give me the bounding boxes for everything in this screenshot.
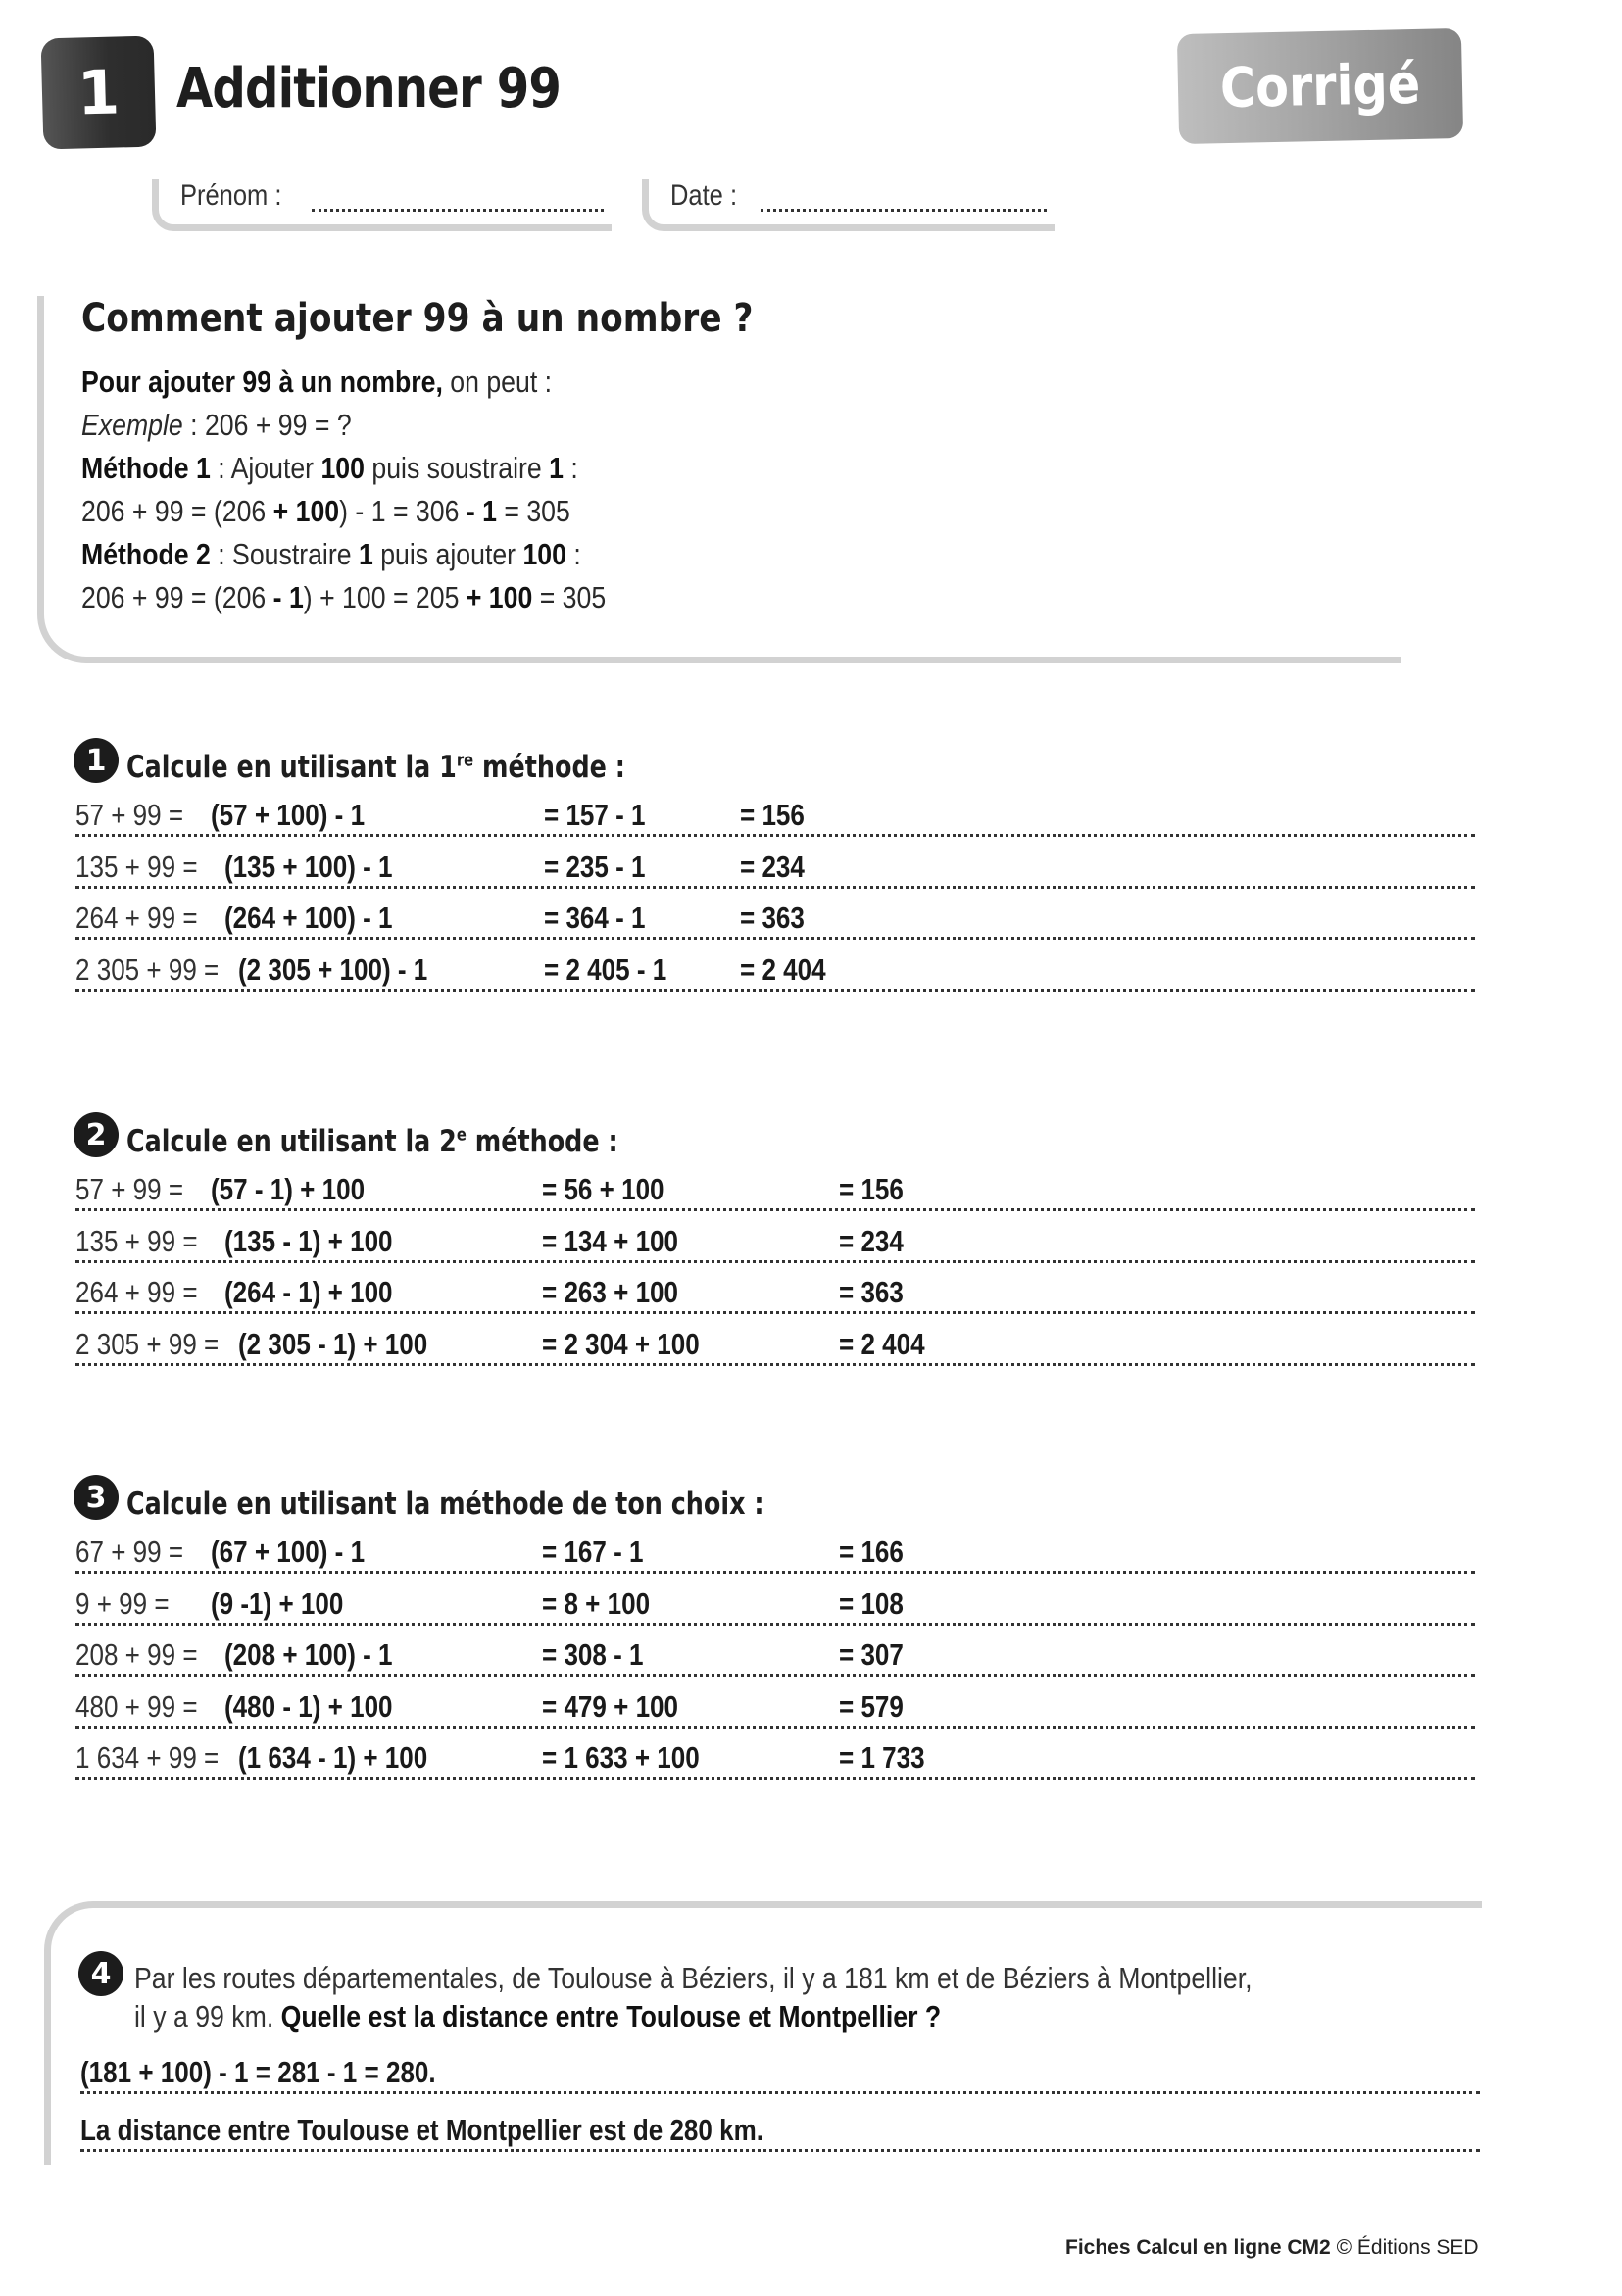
calc-row[interactable] — [75, 1636, 1475, 1679]
calc-row[interactable] — [75, 1325, 1475, 1368]
calc-expression: 2 305 + 99 = — [75, 953, 222, 988]
exercise-header — [74, 1117, 726, 1159]
answer-dotted-line — [75, 1208, 1475, 1211]
answer-step-1: (135 - 1) + 100 — [224, 1223, 393, 1258]
lesson-box — [37, 296, 1401, 663]
answer-step-1: (208 + 100) - 1 — [224, 1637, 393, 1672]
calc-expression: 57 + 99 = — [75, 1172, 186, 1207]
m1-text: puis soustraire — [364, 451, 550, 485]
answer-step-1: (480 - 1) + 100 — [224, 1688, 393, 1724]
calc-expression: 9 + 99 = — [75, 1587, 172, 1622]
answer-result: = 579 — [839, 1688, 904, 1724]
lesson-intro — [81, 365, 552, 400]
calc-row[interactable] — [75, 1687, 1475, 1731]
exercise-title — [126, 1124, 618, 1159]
answer-dotted-line — [75, 1777, 1475, 1780]
answer-step-1: (2 305 + 100) - 1 — [238, 952, 428, 987]
corrige-label: Corrigé — [1219, 52, 1421, 121]
m2-calc: 206 + 99 = (206 — [81, 580, 273, 614]
exercise-title — [126, 1487, 764, 1522]
exercise-number: 3 — [85, 1480, 107, 1515]
answer-row[interactable] — [80, 2111, 1480, 2154]
sheet-number-tile — [41, 36, 157, 150]
answer-step-2: = 1 633 + 100 — [542, 1740, 700, 1775]
m1-text-bold: 100 — [320, 451, 365, 485]
answer-dotted-line — [75, 937, 1475, 940]
answer-calc: (181 + 100) - 1 = 281 - 1 = 280. — [80, 2055, 436, 2089]
m1-calc: 206 + 99 = (206 — [81, 494, 273, 528]
title-text: Calcule en utilisant la 1 — [126, 750, 457, 785]
exercise-number: 4 — [90, 1956, 112, 1991]
date-dotted-line[interactable] — [761, 179, 1047, 212]
calc-row[interactable] — [75, 899, 1475, 942]
problem-box — [44, 1901, 1482, 2165]
answer-dotted-line — [75, 1623, 1475, 1626]
calc-row[interactable] — [75, 951, 1475, 994]
answer-dotted-line — [75, 886, 1475, 889]
prenom-field[interactable] — [152, 179, 612, 231]
answer-step-1: (135 + 100) - 1 — [224, 849, 393, 884]
answer-result: = 363 — [740, 901, 805, 935]
m2-text: puis ajouter — [372, 537, 523, 571]
title-text: Calcule en utilisant la 2 — [126, 1124, 457, 1159]
m2-text-bold: 100 — [522, 537, 566, 571]
date-field[interactable] — [642, 179, 1055, 231]
answer-step-1: (264 - 1) + 100 — [224, 1275, 393, 1309]
calc-row[interactable] — [75, 1533, 1475, 1576]
m1-calc: ) - 1 = 306 — [339, 494, 467, 528]
calc-row[interactable] — [75, 1222, 1475, 1265]
answer-step-1: (9 -1) + 100 — [211, 1586, 344, 1621]
title-superscript: e — [456, 1124, 467, 1146]
method-2-label-line — [81, 537, 581, 572]
answer-step-2: = 8 + 100 — [542, 1586, 651, 1621]
calc-row[interactable] — [75, 1170, 1475, 1213]
method-2-calc — [81, 580, 606, 615]
answer-step-2: = 134 + 100 — [542, 1223, 679, 1258]
answer-step-1: (57 - 1) + 100 — [211, 1172, 366, 1206]
date-label: Date : — [670, 179, 738, 212]
answer-dotted-line — [80, 2149, 1480, 2152]
exercise-header — [74, 1480, 904, 1522]
page-title: Additionner 99 — [176, 57, 562, 121]
problem-text: il y a 99 km. — [134, 1999, 281, 2033]
answer-dotted-line — [75, 834, 1475, 837]
calc-expression: 135 + 99 = — [75, 850, 201, 885]
answer-result: = 166 — [839, 1535, 904, 1569]
calc-expression: 67 + 99 = — [75, 1535, 186, 1570]
example-label: Exemple — [81, 408, 183, 442]
footer — [1065, 2236, 1479, 2260]
answer-step-1: (264 + 100) - 1 — [224, 901, 393, 935]
m1-text: : — [563, 451, 578, 485]
exercise-title — [126, 750, 625, 785]
m2-text: : — [565, 537, 581, 571]
prenom-dotted-line[interactable] — [312, 179, 604, 212]
answer-result: = 156 — [740, 798, 805, 832]
lesson-title: Comment ajouter 99 à un nombre ? — [81, 296, 754, 341]
answer-dotted-line — [75, 1726, 1475, 1729]
calc-expression: 264 + 99 = — [75, 901, 201, 936]
calc-expression: 2 305 + 99 = — [75, 1327, 222, 1362]
m1-text: : Ajouter — [210, 451, 321, 485]
intro-bold: Pour ajouter 99 à un nombre, — [81, 365, 443, 399]
calc-expression: 135 + 99 = — [75, 1224, 201, 1259]
answer-step-1: (67 + 100) - 1 — [211, 1535, 366, 1569]
problem-text-line-1: Par les routes départementales, de Toulouse à Béziers, il y a 181 km et de Béziers à Montpellier, — [134, 1961, 1253, 1995]
exercise-header — [74, 743, 735, 785]
m2-calc: ) + 100 = 205 — [303, 580, 467, 614]
answer-result: = 156 — [839, 1172, 904, 1206]
example-rest: : 206 + 99 = ? — [182, 408, 352, 442]
exercise-number-badge — [78, 1951, 123, 1996]
method-1-calc — [81, 494, 570, 529]
lesson-example — [81, 408, 352, 443]
answer-step-2: = 235 - 1 — [544, 849, 646, 884]
calc-expression: 1 634 + 99 = — [75, 1740, 222, 1776]
answer-step-2: = 308 - 1 — [542, 1637, 644, 1672]
title-text: méthode : — [466, 1124, 618, 1159]
calc-row[interactable] — [75, 1738, 1475, 1782]
m1-text-bold: 1 — [549, 451, 564, 485]
calc-expression: 264 + 99 = — [75, 1275, 201, 1310]
answer-step-2: = 167 - 1 — [542, 1535, 644, 1569]
footer-copyright: © Éditions SED — [1330, 2236, 1479, 2259]
problem-question: Quelle est la distance entre Toulouse et Montpellier ? — [280, 1999, 942, 2033]
answer-dotted-line — [75, 1311, 1475, 1314]
m1-calc: = 305 — [496, 494, 570, 528]
answer-result: = 2 404 — [740, 952, 826, 987]
m2-calc-bold: - 1 — [272, 580, 304, 614]
answer-result: = 234 — [839, 1223, 904, 1258]
method-1-label: Méthode 1 — [81, 451, 211, 485]
title-text: méthode : — [473, 750, 625, 785]
m2-calc: = 305 — [532, 580, 607, 614]
answer-dotted-line — [80, 2091, 1480, 2094]
calc-row[interactable] — [75, 1273, 1475, 1316]
answer-result: = 2 404 — [839, 1326, 925, 1361]
answer-result: = 307 — [839, 1637, 904, 1672]
exercise-number-badge — [74, 1112, 119, 1157]
answer-step-1: (57 + 100) - 1 — [211, 798, 366, 832]
answer-result: = 1 733 — [839, 1740, 925, 1775]
title-text: Calcule en utilisant la méthode de ton choix : — [126, 1487, 764, 1522]
answer-dotted-line — [75, 1674, 1475, 1677]
method-1-label-line — [81, 451, 578, 486]
title-superscript: re — [456, 750, 474, 771]
exercise-number: 1 — [85, 743, 107, 778]
corrige-badge — [1177, 28, 1463, 144]
answer-step-1: (2 305 - 1) + 100 — [238, 1326, 428, 1361]
answer-row[interactable] — [80, 2053, 1480, 2096]
m1-calc-bold: - 1 — [466, 494, 497, 528]
answer-step-2: = 263 + 100 — [542, 1275, 679, 1309]
answer-dotted-line — [75, 1363, 1475, 1366]
calc-row[interactable] — [75, 848, 1475, 891]
calc-expression: 57 + 99 = — [75, 798, 186, 833]
answer-sentence: La distance entre Toulouse et Montpellier est de 280 km. — [80, 2113, 764, 2147]
method-2-label: Méthode 2 — [81, 537, 211, 571]
footer-series: Fiches Calcul en ligne CM2 — [1065, 2236, 1331, 2259]
answer-step-2: = 2 405 - 1 — [544, 952, 667, 987]
answer-result: = 363 — [839, 1275, 904, 1309]
calc-row[interactable] — [75, 796, 1475, 839]
m2-text: : Soustraire — [210, 537, 359, 571]
exercise-number-badge — [74, 738, 119, 783]
answer-step-2: = 479 + 100 — [542, 1688, 679, 1724]
answer-step-2: = 364 - 1 — [544, 901, 646, 935]
m2-calc-bold: + 100 — [466, 580, 533, 614]
m2-text-bold: 1 — [358, 537, 373, 571]
problem-text-line-2 — [134, 1999, 941, 2034]
m1-calc-bold: + 100 — [272, 494, 340, 528]
calc-expression: 480 + 99 = — [75, 1689, 201, 1725]
exercise-number: 2 — [85, 1117, 107, 1152]
answer-result: = 234 — [740, 849, 805, 884]
calc-expression: 208 + 99 = — [75, 1637, 201, 1673]
answer-step-2: = 157 - 1 — [544, 798, 646, 832]
answer-dotted-line — [75, 1260, 1475, 1263]
calc-row[interactable] — [75, 1585, 1475, 1628]
answer-result: = 108 — [839, 1586, 904, 1621]
answer-step-2: = 56 + 100 — [542, 1172, 664, 1206]
exercise-number-badge — [74, 1475, 119, 1520]
sheet-number: 1 — [75, 56, 122, 129]
prenom-label: Prénom : — [180, 179, 282, 212]
answer-step-2: = 2 304 + 100 — [542, 1326, 700, 1361]
answer-dotted-line — [75, 1571, 1475, 1574]
answer-dotted-line — [75, 989, 1475, 992]
answer-step-1: (1 634 - 1) + 100 — [238, 1740, 428, 1775]
intro-rest: on peut : — [442, 365, 553, 399]
